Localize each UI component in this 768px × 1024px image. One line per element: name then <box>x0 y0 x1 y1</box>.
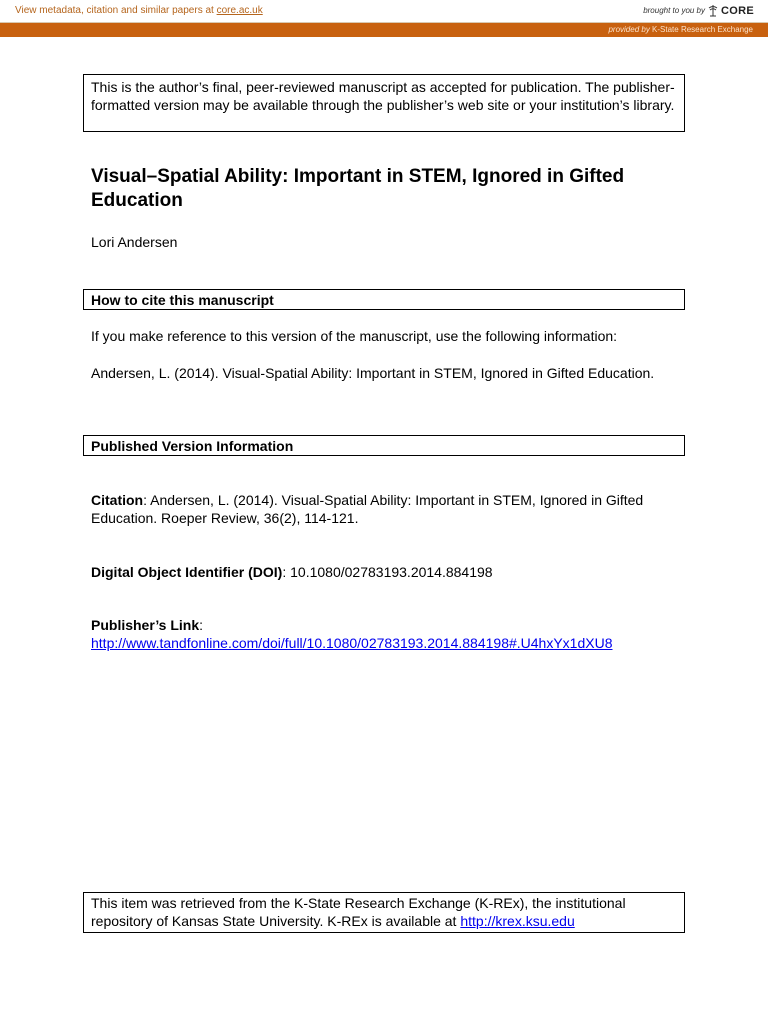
how-to-cite-header-box <box>83 289 685 310</box>
citation-label: Citation <box>91 492 144 508</box>
krex-footer-box <box>83 892 685 933</box>
cite-reference-text: Andersen, L. (2014). Visual-Spatial Ability: Important in STEM, Ignored in Gifted Education. <box>91 365 655 381</box>
manuscript-notice-text: This is the author’s final, peer-reviewed manuscript as accepted for publication. The publisher-formatted version may be available through the publisher’s web site or your institution’s library. <box>91 79 675 113</box>
krex-footer-text: This item was retrieved from the K-State Research Exchange (K-REx), the institutional repository of Kansas State University. K-REx is available at <box>91 895 626 929</box>
publisher-link[interactable]: http://www.tandfonline.com/doi/full/10.1080/02783193.2014.884198#.U4hxYx1dXU8 <box>91 635 613 651</box>
manuscript-notice-box <box>83 74 685 132</box>
provided-by-prefix: provided by <box>608 25 650 34</box>
doi-label: Digital Object Identifier (DOI) <box>91 564 283 580</box>
cite-intro-text: If you make reference to this version of the manuscript, use the following information: <box>91 328 618 344</box>
author-name: Lori Andersen <box>91 234 178 250</box>
core-logo-icon <box>708 4 718 17</box>
how-to-cite-header: How to cite this manuscript <box>91 292 274 308</box>
doi-text: : 10.1080/02783193.2014.884198 <box>282 564 493 580</box>
core-metadata-line <box>15 5 263 16</box>
core-ac-uk-link[interactable]: core.ac.uk <box>216 5 263 16</box>
publisher-link-colon: : <box>199 617 204 633</box>
provided-by-source: K-State Research Exchange <box>649 25 753 34</box>
provided-by-text[interactable] <box>608 25 753 34</box>
citation-text: : Andersen, L. (2014). Visual-Spatial Ability: Important in STEM, Ignored in Gifted Education. Roeper Review, 36(2), 114-121. <box>91 492 644 526</box>
core-brand[interactable] <box>643 4 754 17</box>
published-version-header-box <box>83 435 685 456</box>
provided-by-bar <box>0 23 768 37</box>
core-logo-text: CORE <box>721 4 754 17</box>
paper-title: Visual–Spatial Ability: Important in STEM, Ignored in Gifted Education <box>91 166 625 211</box>
core-banner <box>0 0 768 23</box>
brought-to-you-text: brought to you by <box>643 6 706 15</box>
core-metadata-text: View metadata, citation and similar papers at <box>15 5 217 16</box>
citation-paragraph <box>91 491 681 527</box>
published-version-header: Published Version Information <box>91 438 294 454</box>
krex-link[interactable]: http://krex.ksu.edu <box>460 913 575 929</box>
doi-paragraph <box>91 563 681 581</box>
publisher-link-label-line <box>91 616 681 634</box>
publisher-link-label: Publisher’s Link <box>91 617 200 633</box>
publisher-link-line <box>91 634 681 652</box>
